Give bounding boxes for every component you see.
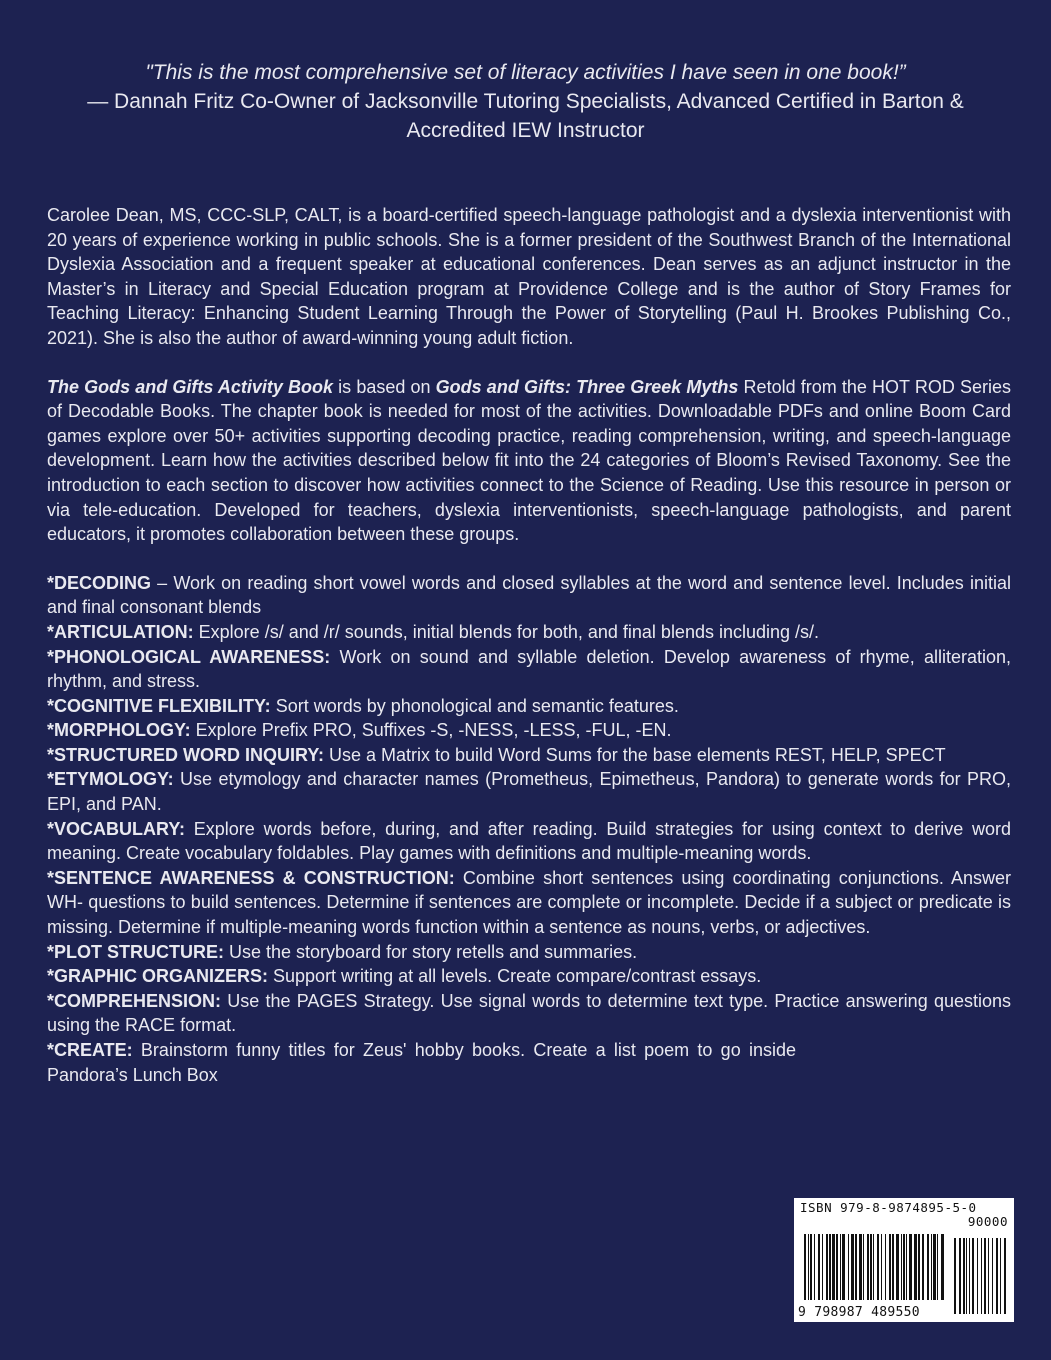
feature-text: Explore /s/ and /r/ sounds, initial blends for both, and final blends including /s/. — [193, 621, 820, 642]
feature-text: Combine short sentences using coordinating conjunctions. Answer WH- questions to build sentences. Determine if sentences are complete or incomplete. Decide if a subject or predicate is missing. Determine if multiple-meaning words function within a sentence as nouns, verbs, or adjectives. — [47, 867, 1011, 938]
description-text: Retold from the HOT ROD Series of Decodable Books. The chapter book is needed for most of the activities. Downloadable PDFs and online Boom Card games explore over 50+ activities supporting decoding practice, reading comprehension, writing, and speech-language development. Learn how the activities described below fit into the 24 categories of Bloom’s Revised Taxonomy. See the introduction to each section to discover how activities connect to the Science of Reading. Use this resource in person or via tele-education. Developed for teachers, dyslexia interventionists, speech-language pathologists, and parent educators, it promotes collaboration between these groups. — [47, 376, 1011, 545]
feature-text: Use a Matrix to build Word Sums for the base elements REST, HELP, SPECT — [324, 744, 946, 765]
quote-text: "This is the most comprehensive set of literacy activities I have seen in one book!” — [145, 61, 906, 84]
feature-item — [47, 866, 1011, 940]
isbn-barcode — [794, 1198, 1014, 1322]
feature-list — [47, 571, 1011, 1087]
feature-label: *DECODING — [47, 572, 152, 593]
feature-text: Support writing at all levels. Create compare/contrast essays. — [268, 966, 762, 987]
back-cover-body — [47, 203, 1011, 1087]
feature-text: Explore words before, during, and after reading. Build strategies for using context to derive word meaning. Create vocabulary foldables. Play games with definitions and multiple-meaning words. — [47, 818, 1011, 864]
barcode-bars — [794, 1198, 1014, 1322]
feature-item — [47, 1038, 1011, 1087]
feature-item — [47, 817, 1011, 866]
feature-label: *ARTICULATION: — [47, 621, 194, 642]
feature-text: – Work on reading short vowel words and closed syllables at the word and sentence level. Includes initial and final consonant blends — [47, 572, 1011, 618]
quote-attribution: — Dannah Fritz Co-Owner of Jacksonville Tutoring Specialists, Advanced Certified in Barton & Accredited IEW Instructor — [87, 90, 964, 142]
feature-item — [47, 767, 1011, 816]
isbn-number: 9 798987 489550 — [798, 1305, 920, 1320]
feature-label: *COMPREHENSION: — [47, 990, 222, 1011]
ean-bars — [804, 1234, 944, 1300]
feature-label: *VOCABULARY: — [47, 818, 185, 839]
feature-item — [47, 964, 1011, 989]
feature-label: *PLOT STRUCTURE: — [47, 941, 224, 962]
feature-item — [47, 743, 1011, 768]
feature-item — [47, 940, 1011, 965]
feature-label: *MORPHOLOGY: — [47, 720, 191, 741]
isbn-label: ISBN 979-8-9874895-5-0 — [800, 1200, 977, 1215]
feature-label: *COGNITIVE FLEXIBILITY: — [47, 695, 271, 716]
endorsement-quote — [60, 58, 991, 145]
feature-text: Brainstorm funny titles for Zeus' hobby books. Create a list poem to go inside Pandora’s Lunch Box — [47, 1040, 796, 1085]
feature-item — [47, 571, 1011, 620]
feature-label: *SENTENCE AWARENESS & CONSTRUCTION: — [47, 867, 455, 888]
feature-item — [47, 645, 1011, 694]
feature-text: Use the PAGES Strategy. Use signal words to determine text type. Practice answering questions using the RACE format. — [47, 990, 1011, 1036]
feature-label: *PHONOLOGICAL AWARENESS: — [47, 646, 331, 667]
feature-item — [47, 694, 1011, 719]
author-bio: Carolee Dean, MS, CCC-SLP, CALT, is a board-certified speech-language pathologist and a dyslexia interventionist with 20 years of experience working in public schools. She is a former president of the Southwest Branch of the International Dyslexia Association and a frequent speaker at educational conferences. Dean serves as an adjunct instructor in the Master’s in Literacy and Special Education program at Providence College and is the author of Story Frames for Teaching Literacy: Enhancing Student Learning Through the Power of Storytelling (Paul H. Brookes Publishing Co., 2021). She is also the author of award-winning young adult fiction. — [47, 205, 1011, 348]
feature-item — [47, 620, 1011, 645]
feature-text: Sort words by phonological and semantic features. — [270, 695, 679, 716]
feature-label: *GRAPHIC ORGANIZERS: — [47, 966, 269, 987]
chapter-book-title: Gods and Gifts: Three Greek Myths — [435, 376, 739, 397]
feature-item — [47, 989, 1011, 1038]
feature-text: Use etymology and character names (Prometheus, Epimetheus, Pandora) to generate words for PRO, EPI, and PAN. — [47, 769, 1011, 815]
feature-text: Explore Prefix PRO, Suffixes -S, -NESS, -LESS, -FUL, -EN. — [190, 720, 672, 741]
book-title: The Gods and Gifts Activity Book — [47, 376, 334, 397]
feature-text: Use the storyboard for story retells and summaries. — [224, 941, 638, 962]
feature-text: Work on sound and syllable deletion. Develop awareness of rhyme, alliteration, rhythm, and stress. — [47, 646, 1011, 692]
feature-label: *STRUCTURED WORD INQUIRY: — [47, 744, 324, 765]
price-code: 90000 — [967, 1214, 1008, 1229]
feature-label: *ETYMOLOGY: — [47, 769, 174, 790]
description-connector: is based on — [333, 376, 436, 397]
book-description — [47, 375, 1011, 547]
feature-label: *CREATE: — [47, 1040, 133, 1060]
feature-item — [47, 718, 1011, 743]
addon-bars — [954, 1238, 1006, 1314]
